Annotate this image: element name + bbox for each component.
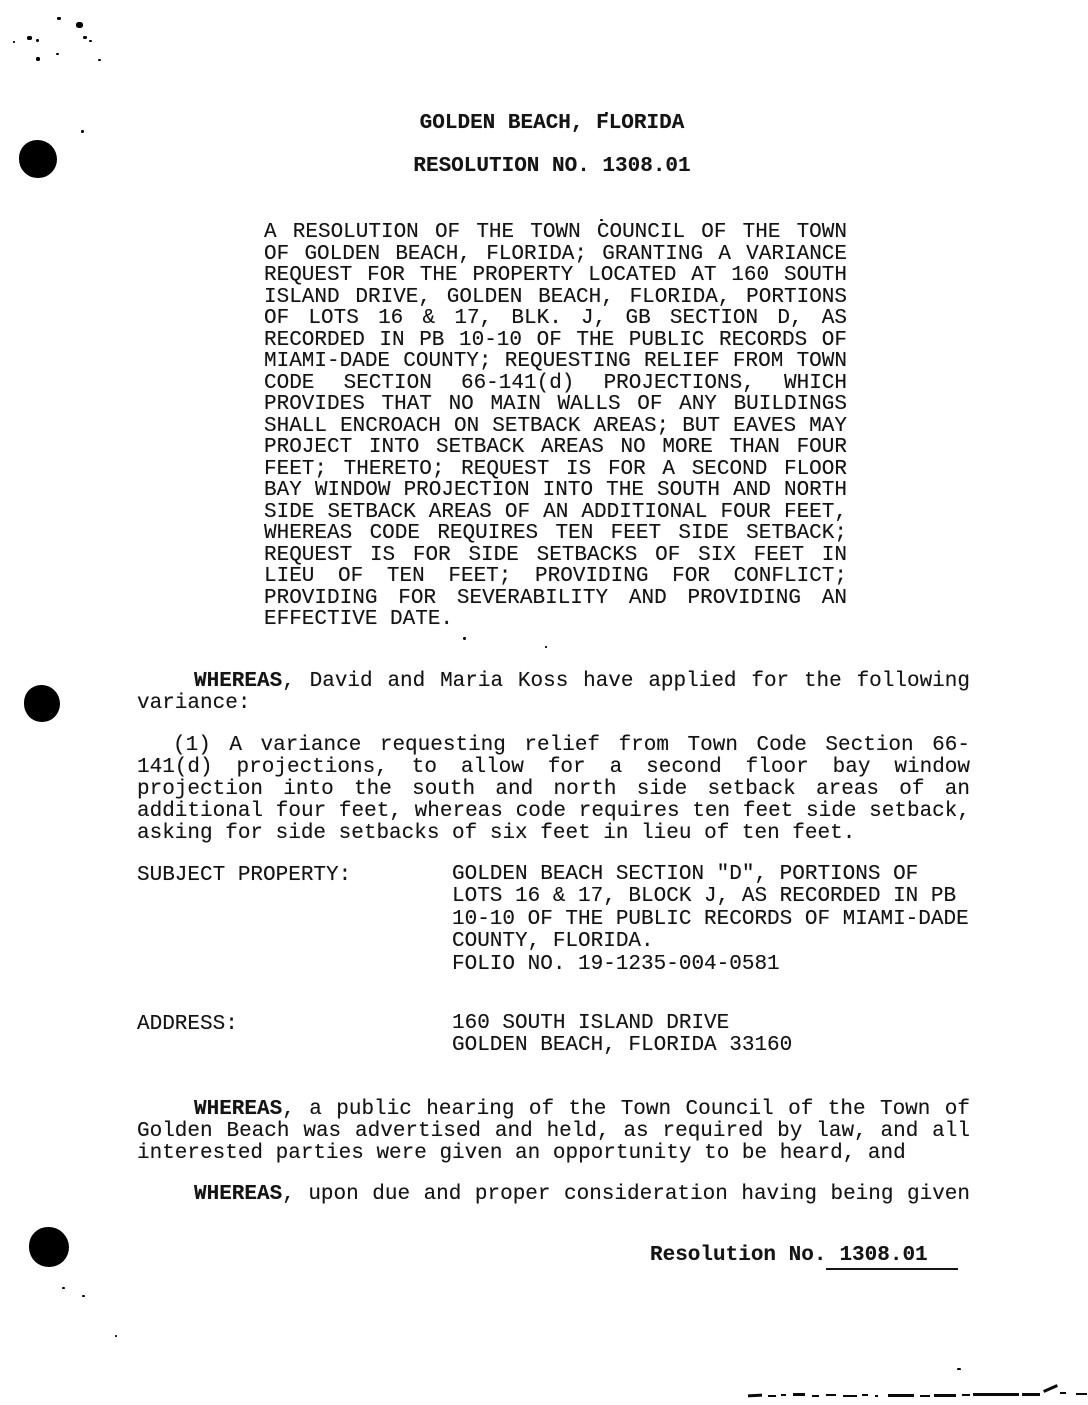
- scan-speck: [36, 39, 39, 42]
- scan-speck: [115, 1335, 117, 1337]
- resolution-summary-block: A RESOLUTION OF THE TOWN COUNCIL OF THE TOWN OF GOLDEN BEACH, FLORIDA; GRANTING A VARIANCE REQUEST FOR THE PROPERTY LOCATED AT 160 SOUTH ISLAND DRIVE, GOLDEN BEACH, FLORIDA, PORTIONS OF LOTS 16 & 17, BLK. J, GB SECTION D, AS RECORDED IN PB 10-10 OF THE PUBLIC RECORDS OF MIAMI-DADE COUNTY; REQUESTING RELIEF FROM TOWN CODE SECTION 66-141(d) PROJECTIONS, WHICH PROVIDES THAT NO MAIN WALLS OF ANY BUILDINGS SHALL ENCROACH ON SETBACK AREAS; BUT EAVES MAY PROJECT INTO SETBACK AREAS NO MORE THAN FOUR FEET; THERETO; REQUEST IS FOR A SECOND FLOOR BAY WINDOW PROJECTION INTO THE SOUTH AND NORTH SIDE SETBACK AREAS OF AN ADDITIONAL FOUR FEET, WHEREAS CODE REQUIRES TEN FEET SIDE SETBACK; REQUEST IS FOR SIDE SETBACKS OF SIX FEET IN LIEU OF TEN FEET; PROVIDING FOR CONFLICT; PROVIDING FOR SEVERABILITY AND PROVIDING AN EFFECTIVE DATE.: [264, 221, 847, 631]
- variance-item-paragraph: (1) A variance requesting relief from Town Code Section 66- 141(d) projections, to allow for a second floor bay window projection into the south and north side setback areas of an additional four feet, whereas code requires ten feet side setback, asking for side setbacks of six feet in lieu of ten feet.: [137, 734, 970, 845]
- scan-speck: [82, 1295, 85, 1297]
- whereas-applied-paragraph: WHEREAS, David and Maria Koss have applied for the following variance:: [137, 670, 970, 715]
- document-location-title: GOLDEN BEACH, FLORIDA: [419, 112, 685, 135]
- scan-speck: [98, 59, 101, 61]
- scan-speck: [957, 1368, 961, 1370]
- hole-punch-mark: [29, 1227, 69, 1267]
- scan-speck: [89, 40, 92, 42]
- whereas-consideration-paragraph: WHEREAS, upon due and proper consideration having being given: [194, 1183, 970, 1206]
- subject-property-value: GOLDEN BEACH SECTION "D", PORTIONS OF LOTS 16 & 17, BLOCK J, AS RECORDED IN PB 10-10 OF THE PUBLIC RECORDS OF MIAMI-DADE COUNTY, FLORIDA. FOLIO NO. 19-1235-004-0581: [452, 863, 969, 976]
- footer-resolution-number: [650, 1244, 958, 1270]
- footer-resolution-label: Resolution No.: [650, 1244, 827, 1267]
- scan-speck: [83, 36, 87, 39]
- scan-speck: [545, 646, 547, 648]
- scan-speck: [36, 57, 40, 61]
- scan-speck: [463, 637, 466, 640]
- scan-speck: [27, 36, 32, 40]
- address-value: 160 SOUTH ISLAND DRIVE GOLDEN BEACH, FLORIDA 33160: [452, 1012, 793, 1058]
- scan-speck: [57, 17, 61, 20]
- subject-property-label: SUBJECT PROPERTY:: [137, 864, 352, 887]
- resolution-number-title: RESOLUTION NO. 1308.01: [413, 155, 691, 178]
- scan-speck: [62, 1287, 65, 1289]
- footer-resolution-value: 1308.01: [826, 1244, 957, 1270]
- scan-speck: [56, 53, 59, 55]
- address-label: ADDRESS:: [137, 1013, 238, 1036]
- scan-speck: [76, 22, 83, 28]
- whereas-hearing-paragraph: WHEREAS, a public hearing of the Town Council of the Town of Golden Beach was advertised and held, as required by law, and all interested parties were given an opportunity to be heard, and: [137, 1098, 970, 1165]
- hole-punch-mark: [24, 685, 60, 722]
- scan-speck: [13, 41, 15, 43]
